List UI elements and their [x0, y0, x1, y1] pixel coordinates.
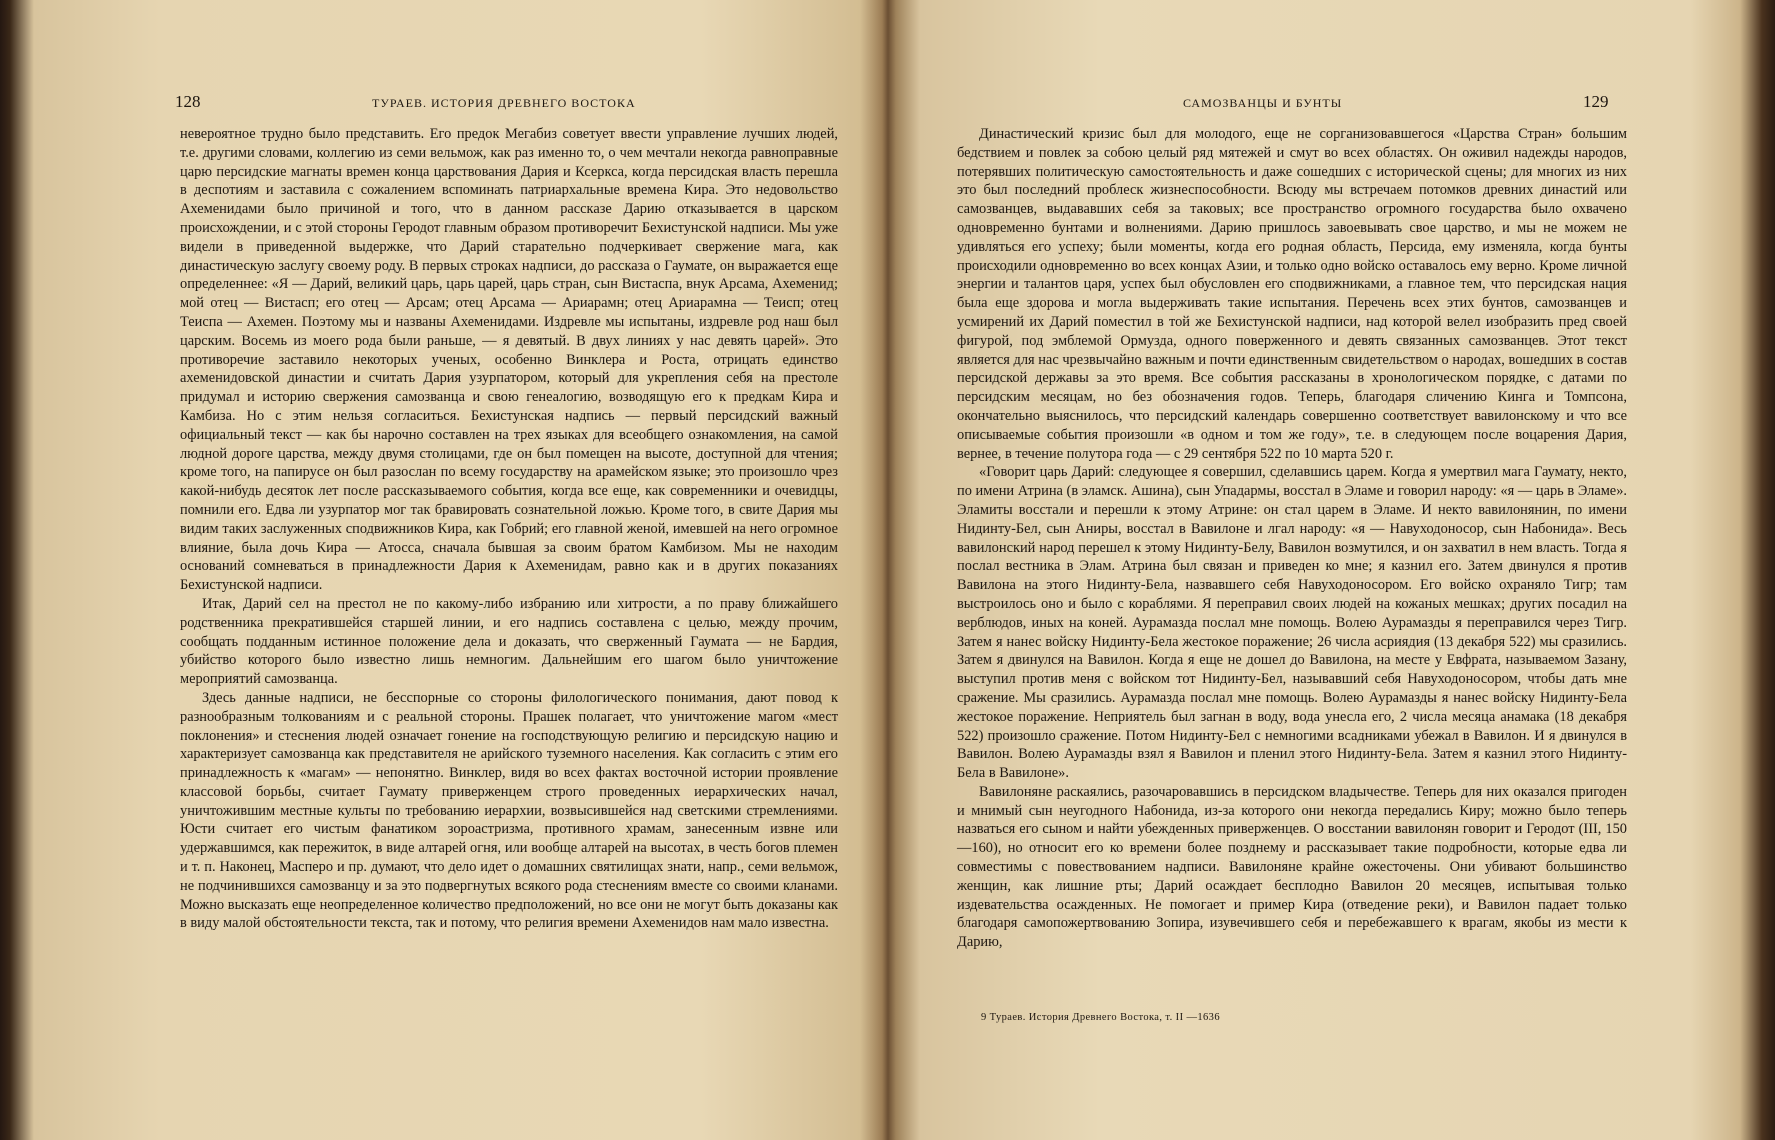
paragraph: Династический кризис был для молодого, еще не сорганизовавшегося «Царства Стран» большим бедствием и повлек за собою целый ряд мятежей и смут во всех областях. Он оживил надежды народов, потерявших политическую самостоятельность и даже сошедших с исторической сцены; для многих из них это был последний проблеск жизнеспособности. Всюду мы встречаем потомков древних династий или самозванцев, выдававших себя за таковых; все пространство огромного государства было охвачено одновременно бунтами и волнениями. Дарию пришлось завоевывать свое царство, и мы не можем не удивляться его успеху; были моменты, когда его родная область, Персида, ему изменяла, когда бунты происходили одновременно во всех концах Азии, и только одно войско оставалось ему верно. Кроме личной энергии и талантов царя, успех был обусловлен его сподвижниками, а главное тем, что персидская нация была еще здорова и могла выдерживать такие испытания. Перечень всех этих бунтов, самозванцев и усмирений их Дарий поместил в той же Бехистунской надписи, над которой велел изобразить пред своей фигурой, под эмблемой Ормузда, одного поверженного и девять связанных самозванцев. Этот текст является для нас чрезвычайно важным и почти единственным свидетельством о народах, вошедших в состав персидской державы за это время. Все события рассказаны в хронологическом порядке, с датами по персидским месяцам, но без обозначения годов. Теперь, благодаря сличению Кинга и Томпсона, окончательно выяснилось, что персидский календарь совершенно соответствует вавилонскому и что все описываемые события произошли «в одном и том же году», т.е. в следующем после воцарения Дария, вернее, в течение полутора года — с 29 сентября 522 по 10 марта 520 г. [957, 126, 1627, 462]
signature-footnote: 9 Тураев. История Древнего Востока, т. II —1636 [981, 1012, 1220, 1023]
paragraph: Вавилоняне раскаялись, разочаровавшись в персидском владычестве. Теперь для них оказался пригоден и мнимый сын неугодного Набонида, из-за которого они некогда передались Киру; можно было теперь назваться его сыном и найти убежденных приверженцев. О восстании вавилонян говорит и Геродот (III, 150—160), но относит его ко времени более позднему и рассказывает такие подробности, которые едва ли совместимы с повествованием надписи. Вавилоняне крайне ожесточены. Они убивают большинство женщин, как лишние рты; Дарий осаждает бесплодно Вавилон 20 месяцев, испытывая только издевательства осажденных. Не помогает и пример Кира (отведение реки), и Вавилон падает только благодаря самопожертвованию Зопира, изувечившего себя и перебежавшего к врагам, якобы из мести к Дарию, [957, 783, 1627, 951]
page-number-right: 129 [1583, 92, 1609, 111]
right-page [893, 0, 1763, 1140]
paragraph: Итак, Дарий сел на престол не по какому-либо избранию или хитрости, а по праву ближайшего родственника прекратившейся старшей линии, и его надпись составлена с целью, между прочим, сообщать подданным истинное положение дела и доказать, что сверженный Гаумата — не Бардия, убийство которого было известно лишь немногим. Дальнейшим его шагом было уничтожение мероприятий самозванца. [180, 595, 838, 688]
paragraph: Здесь данные надписи, не бесспорные со стороны филологического понимания, дают повод к разнообразным толкованиям и с реальной стороны. Прашек полагает, что уничтожение магом «мест поклонения» и стеснения людей означает гонение на господствующую религию и персидскую нацию и характеризует самозванца как представителя не арийского туземного населения. Как согласить с этим его принадлежность к «магам» — непонятно. Винклер, видя во всех фактах восточной истории проявление классовой борьбы, считает Гаумату приверженцем строго проведенных иерархических начал, уничтожившим местные культы по требованию иерархии, возвысившейся над светскими стремлениями. Юсти считает его чистым фанатиком зороастризма, противного храмам, занесенным извне или удержавшимся, как пережиток, в виде алтарей огня, или вообще алтарей на высотах, в честь богов племен и т. п. Наконец, Масперо и пр. думают, что дело идет о домашних святилищах знати, напр., семи вельмож, не подчинившихся самозванцу и за это подвергнутых всякого рода стеснениям вместе со своими кланами. Можно высказать еще неопределенное количество предположений, но все они не могут быть доказаны как в виду малой обстоятельности текста, так и потому, что религия времени Ахеменидов нам мало известна. [180, 689, 838, 932]
left-page [30, 0, 882, 1140]
running-head-right: САМОЗВАНЦЫ И БУНТЫ [1183, 96, 1343, 110]
paragraph: невероятное трудно было представить. Его предок Мегабиз советует ввести управление лучших людей, т.е. другими словами, коллегию из семи вельмож, как раз именно то, о чем мечтали некогда равноправные царю персидские магнаты времен конца царствования Дария и Ксеркса, когда персидская власть перешла в деспотиям и заставила с сожалением вспоминать патриархальные времена Кира. Это недовольство Ахеменидами было причиной и того, что в данном рассказе Дарию отказывается в царском происхождении, и с этой стороны Геродот главным образом противоречит Бехистунской надписи. Мы уже видели в приведенной выдержке, что Дарий старательно подчеркивает свержение мага, как династическую заслугу своему роду. В первых строках надписи, до рассказа о Гаумате, он выражается еще определеннее: «Я — Дарий, великий царь, царь царей, царь стран, сын Вистаспа, внук Арсама, Ахеменид; мой отец — Вистасп; его отец — Арсам; отец Арсама — Ариарамн; отец Ариарамна — Теисп; отец Теиспа — Ахемен. Поэтому мы и названы Ахеменидами. Издревле мы испытаны, издревле род наш был царским. Восемь из моего рода были раньше, — я девятый. В двух линиях у нас девять царей». Это противоречие заставило некоторых ученых, особенно Винклера и Роста, отрицать единство ахеменидовской династии и считать Дария узурпатором, который для укрепления себя на престоле придумал и историю свержения самозванца и свою генеалогию, возводящую его к предкам Кира и Камбиза. Но с этим нельзя согласиться. Бехистунская надпись — первый персидский важный официальный текст — как бы нарочно составлен на трех языках для всеобщего ознакомления, на самой людной дороге царства, между двумя столицами, где он был помещен на высоте, доступной для чтения; кроме того, на папирусе он был разослан по всему государству на арамейском языке; это произошло чрез какой-нибудь десяток лет после рассказываемого события, когда все еще, как современники и очевидцы, помнили его. Едва ли узурпатор мог так бравировать сознательной ложью. Кроме того, в свите Дария мы видим таких заслуженных сподвижников Кира, как Гобрий; его главной женой, имевшей на него огромное влияние, была дочь Кира — Атосса, сначала бывшая за своим братом Камбизом. Мы не находим оснований сомневаться в принадлежности Дария к Ахеменидам, равно как и в других показаниях Бехистунской надписи. [180, 126, 838, 594]
right-page-body [957, 125, 1627, 952]
left-page-body [180, 125, 838, 933]
running-head-left: ТУРАЕВ. ИСТОРИЯ ДРЕВНЕГО ВОСТОКА [372, 96, 636, 110]
paragraph: «Говорит царь Дарий: следующее я совершил, сделавшись царем. Когда я умертвил мага Гаумату, некто, по имени Атрина (в эламск. Ашина), сын Упадармы, восстал в Эламе и говорил народу: «я — царь в Эламе». Эламиты восстали и перешли к этому Атрине: он стал царем в Эламе. И некто вавилонянин, по имени Нидинту-Бел, сын Аниры, восстал в Вавилоне и лгал народу: «я — Навуходоносор, сын Набонида». Весь вавилонский народ перешел к этому Нидинту-Белу, Вавилон возмутился, и он захватил в нем власть. Тогда я послал вестника в Элам. Атрина был связан и приведен ко мне; я казнил его. Затем двинулся я против Вавилона на этого Нидинту-Бела, назвавшего себя Навуходоносором. Его войско охраняло Тигр; там выстроилось оно и было с кораблями. Я переправил своих людей на кожаных мешках; других посадил на верблюдов, иных на коней. Аурамазда послал мне помощь. Волею Аурамазды я переправился через Тигр. Затем я нанес войску Нидинту-Бела жестокое поражение; 26 числа асриядия (13 декабря 522) мы сразились. Затем я двинулся на Вавилон. Когда я еще не дошел до Вавилона, на месте у Евфрата, называемом Зазану, выступил против меня с войском тот Нидинту-Бел, называвший себя Навуходоносором, чтобы дать мне сражение. Мы сразились. Аурамазда послал мне помощь. Волею Аурамазды я нанес войску Нидинту-Бела жестокое поражение. Неприятель был загнан в воду, вода унесла его, 2 числа месяца анамака (18 декабря 522) произошло сражение. Потом Нидинту-Бел с немногими всадниками убежал в Вавилон. И я двинулся в Вавилон. Волею Аурамазды взял я Вавилон и пленил этого Нидинту-Бела. Затем я казнил этого Нидинту-Бела в Вавилоне». [957, 464, 1627, 782]
page-number-left: 128 [175, 92, 201, 111]
